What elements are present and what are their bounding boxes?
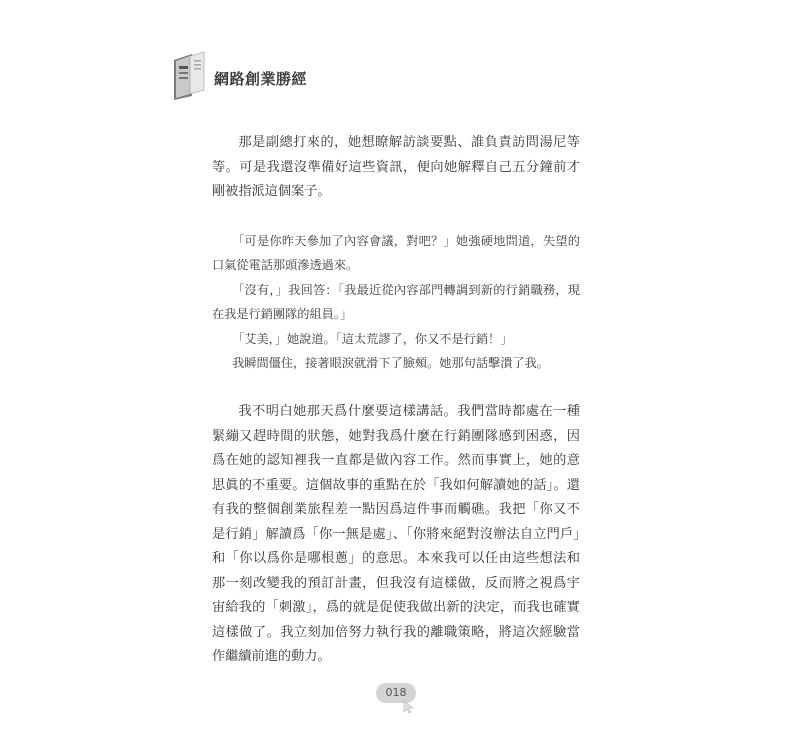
paragraph-text: 那是副總打來的，她想瞭解訪談要點、誰負責訪問湯尼等等。可是我還沒準備好這些資訊，便向她解釋自己五分鐘前才剛被指派這個案子。 xyxy=(212,135,580,199)
book-page-icon xyxy=(170,50,206,102)
body-paragraph-1 xyxy=(212,131,580,205)
page-number-badge: 018 xyxy=(376,683,416,703)
mouse-pointer-icon xyxy=(403,700,415,714)
chapter-title: 網路創業勝經 xyxy=(214,70,308,88)
dialogue-line: 「沒有，」我回答：「我最近從內容部門轉調到新的行銷職務，現在我是行銷團隊的組員。」 xyxy=(212,282,580,322)
dialogue-block xyxy=(212,229,580,375)
body-paragraph-3 xyxy=(212,400,580,670)
dialogue-line: 我瞬間僵住，接著眼淚就滑下了臉頰。她那句話擊潰了我。 xyxy=(232,356,549,371)
dialogue-line: 「可是你昨天參加了內容會議，對吧？」她強硬地問道，失望的口氣從電話那頭滲透過來。 xyxy=(212,234,580,273)
paragraph-text: 我不明白她那天爲什麼要這樣講話。我們當時都處在一種緊繃又趕時間的狀態，她對我爲什麼在行銷團隊感到困惑，因爲在她的認知裡我一直都是做內容工作。然而事實上，她的意思眞的不重要。這個故事的重點在於「我如何解讀她的話」。還有我的整個創業旅程差一點因爲這件事而觸礁。我把「你又不是行銷」解讀爲「你一無是處」、「你將來絕對沒辦法自立門戶」和「你以爲你是哪根蔥」的意思。本來我可以任由這些想法和那一刻改變我的預訂計畫，但我沒有這樣做，反而將之視爲宇宙給我的「刺激」，爲的就是促使我做出新的決定，而我也確實這樣做了。我立刻加倍努力執行我的離職策略，將這次經驗當作繼續前進的動力。 xyxy=(212,404,580,664)
dialogue-line: 「艾美，」她說道。「這太荒謬了，你又不是行銷！」 xyxy=(232,331,513,346)
